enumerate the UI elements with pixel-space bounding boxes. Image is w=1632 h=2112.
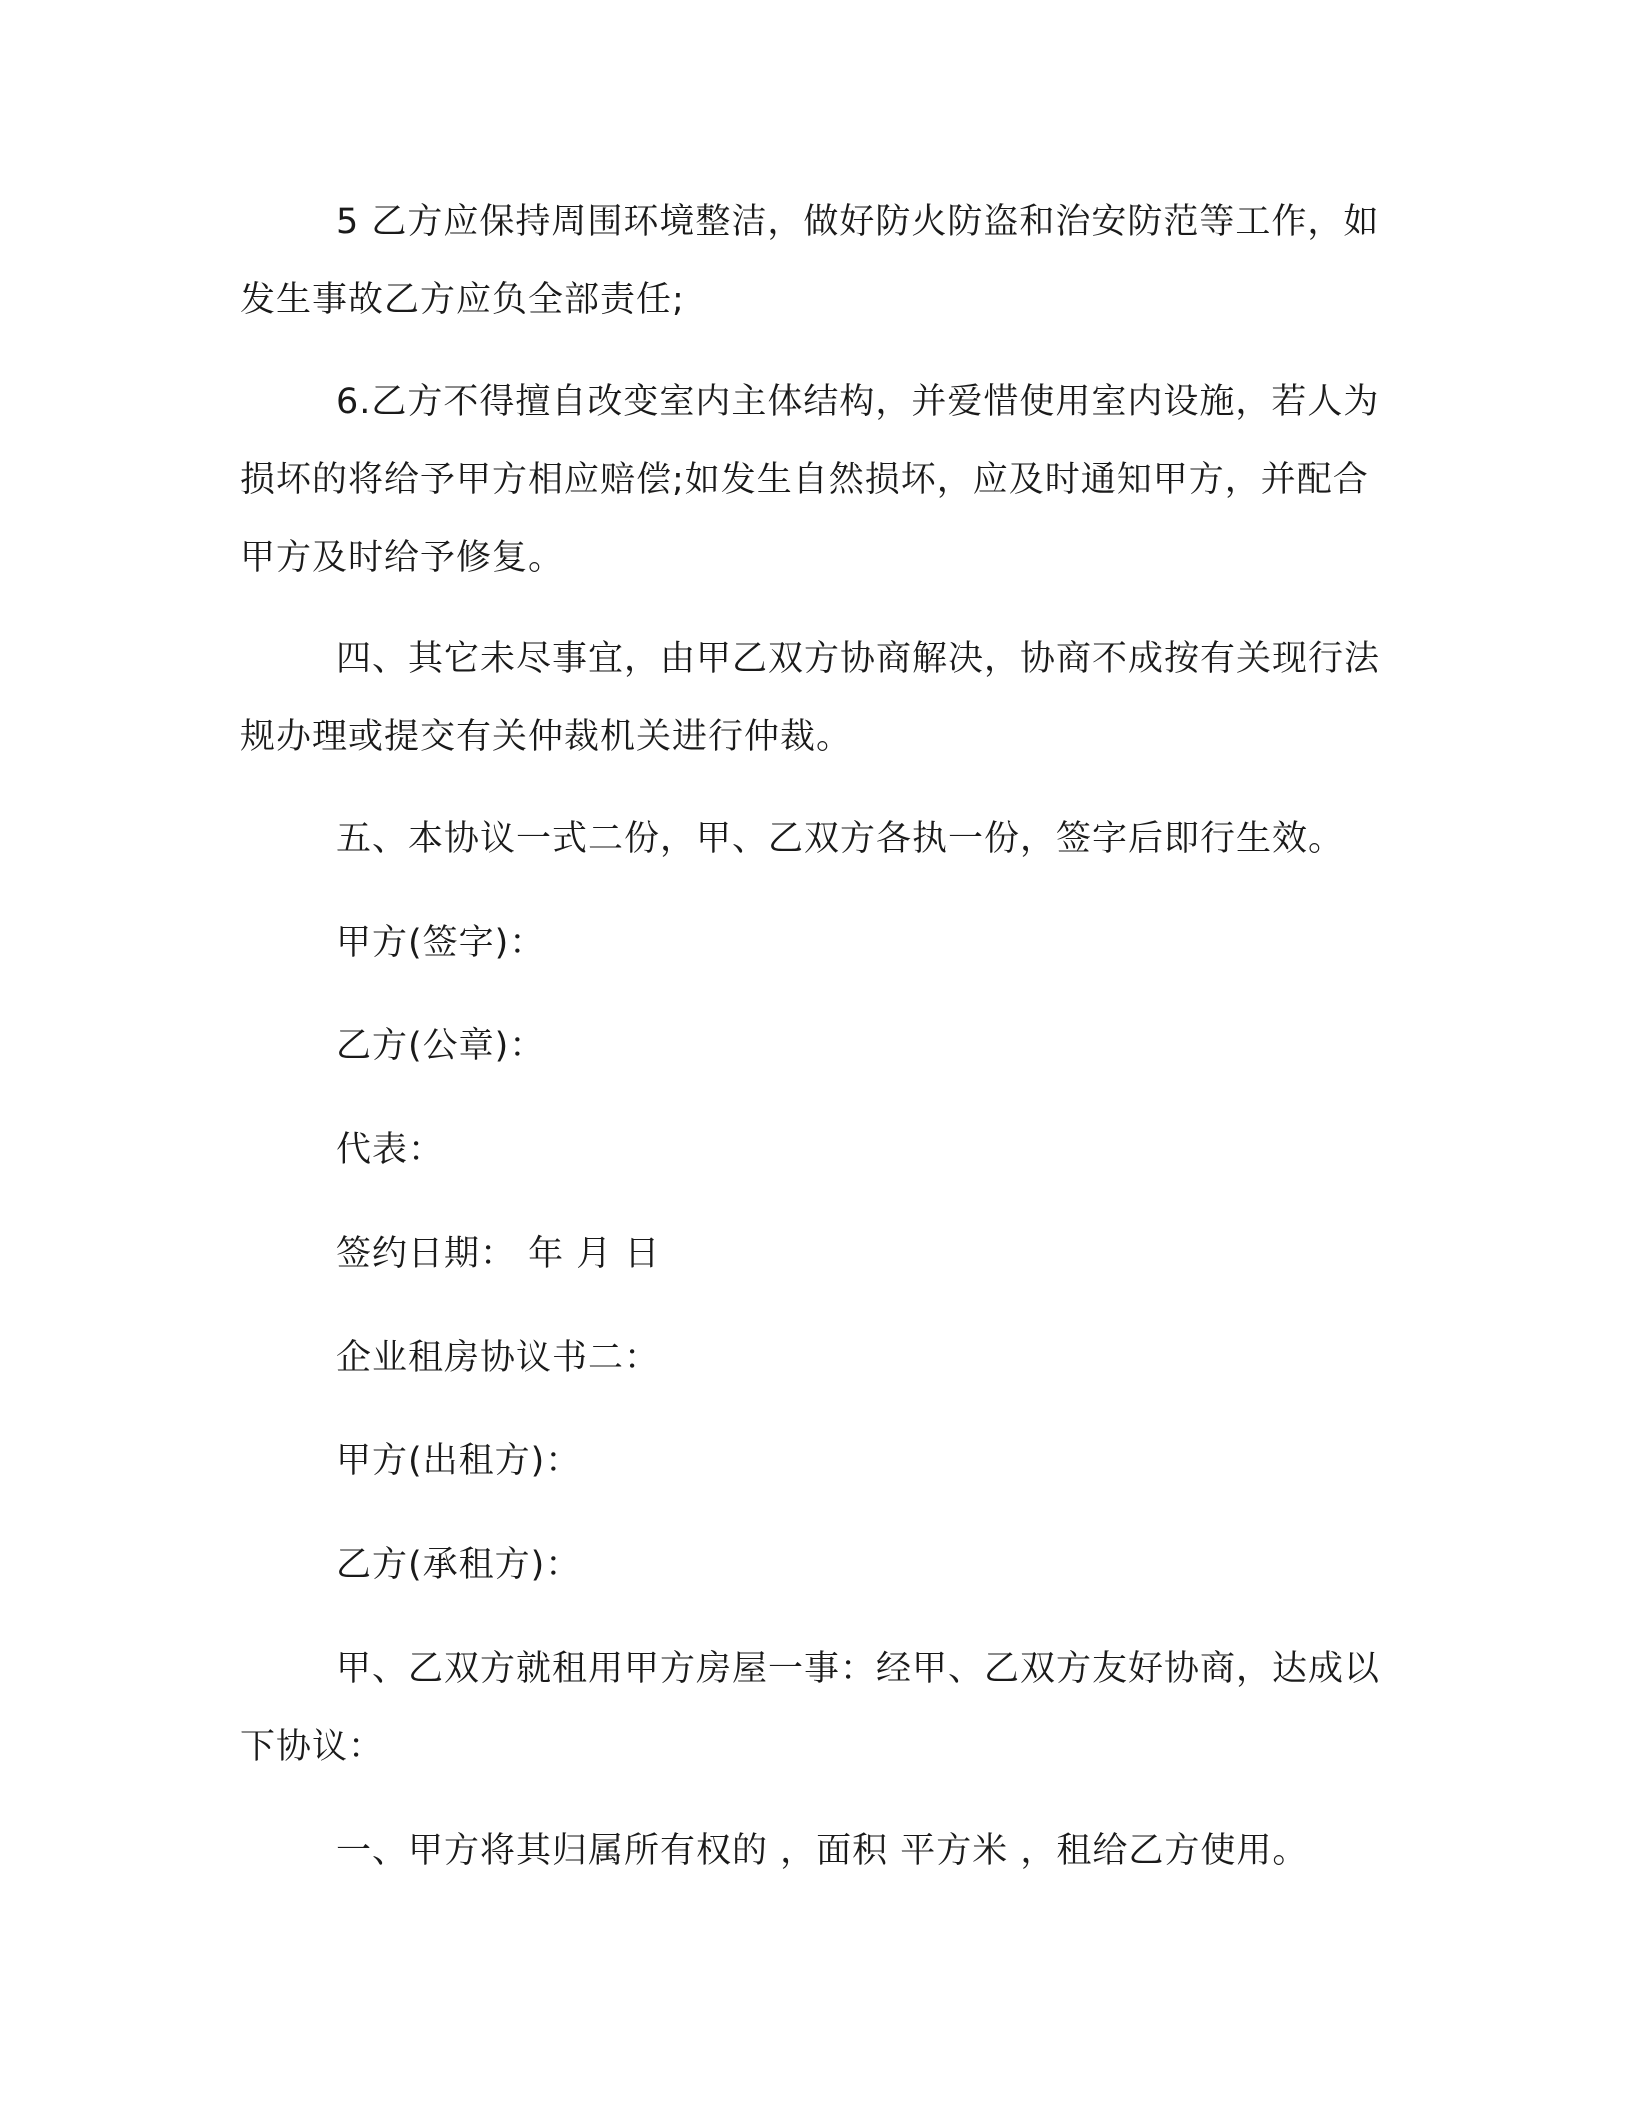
clause-one-lease: 一、甲方将其归属所有权的 ，面积 平方米 ，租给乙方使用。 bbox=[336, 1831, 1309, 1871]
party-a-signature-line: 甲方(签字)： bbox=[336, 923, 546, 963]
agreement-preamble: 甲、乙双方就租用甲方房屋一事：经甲、乙双方友好协商，达成以下协议： bbox=[240, 1649, 1381, 1767]
signing-date-line: 签约日期： 年 月 日 bbox=[336, 1234, 661, 1274]
clause-6-structure: 6.乙方不得擅自改变室内主体结构，并爱惜使用室内设施，若人为损坏的将给予甲方相应赔偿;如发生自然损坏，应及时通知甲方，并配合甲方及时给予修复。 bbox=[240, 382, 1380, 578]
representative-line: 代表： bbox=[336, 1130, 445, 1170]
agreement-two-heading: 企业租房协议书二： bbox=[336, 1338, 661, 1378]
clause-five-copies: 五、本协议一式二份，甲、乙双方各执一份，签字后即行生效。 bbox=[336, 819, 1345, 859]
clause-5-environment: 5 乙方应保持周围环境整洁，做好防火防盗和治安防范等工作，如发生事故乙方应负全部责任; bbox=[240, 202, 1380, 320]
lessee-line: 乙方(承租方)： bbox=[336, 1545, 582, 1585]
party-b-seal-line: 乙方(公章)： bbox=[336, 1026, 546, 1066]
lessor-line: 甲方(出租方)： bbox=[336, 1441, 582, 1481]
clause-four-other-matters: 四、其它未尽事宜，由甲乙双方协商解决，协商不成按有关现行法规办理或提交有关仲裁机关进行仲裁。 bbox=[240, 639, 1381, 757]
